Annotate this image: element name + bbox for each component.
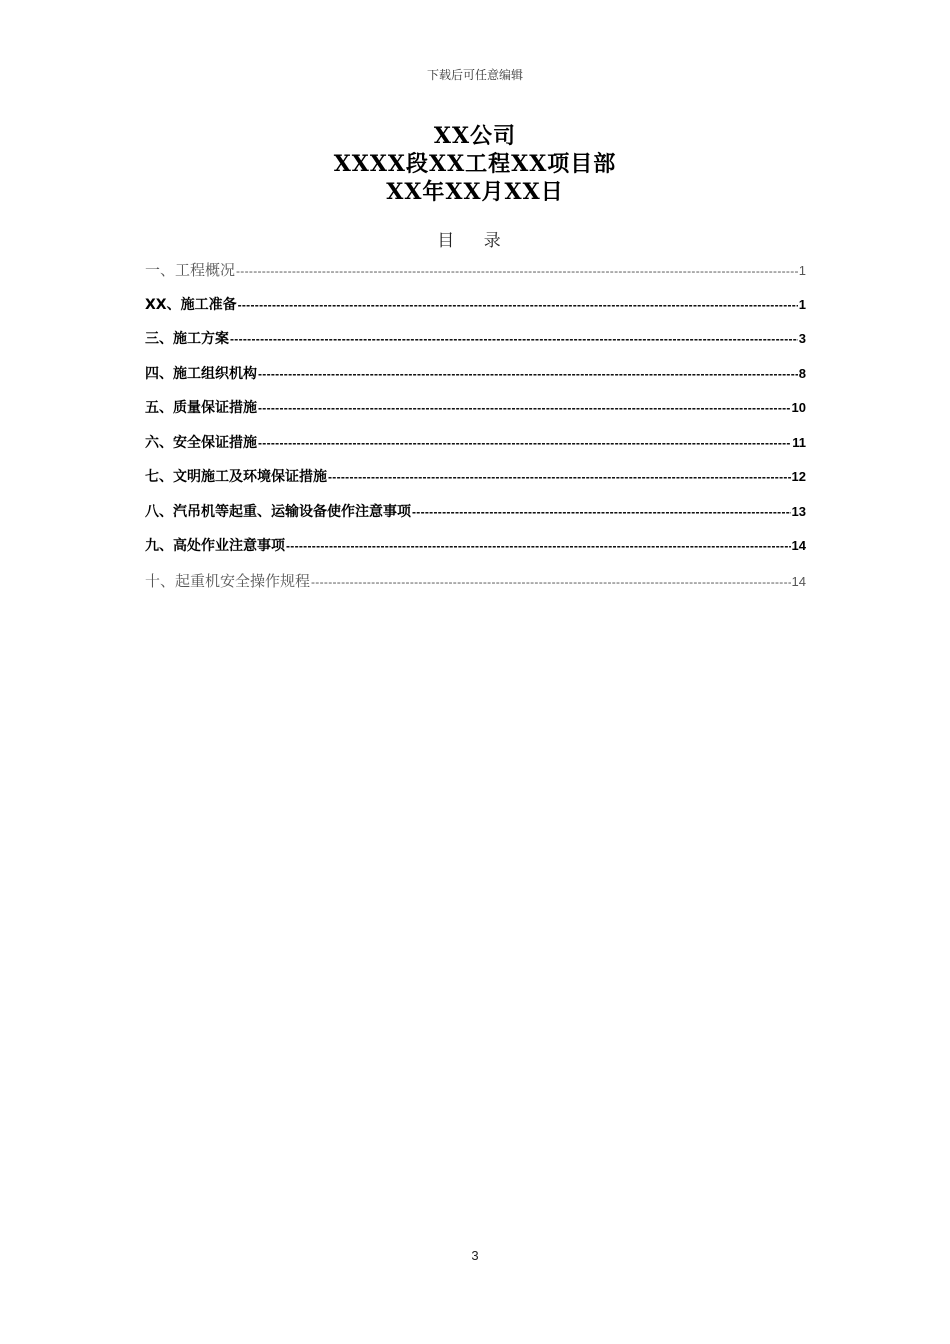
toc-dot-leader <box>258 432 791 454</box>
document-date: XX年XX月XX日 <box>386 179 564 205</box>
toc-entry[interactable] <box>145 432 806 467</box>
toc-entry-label: 九、高处作业注意事项 <box>145 538 285 554</box>
toc-entry-page: 14 <box>791 573 806 589</box>
toc-dot-leader <box>238 294 798 316</box>
toc-dot-leader <box>236 260 798 282</box>
toc-entry[interactable] <box>145 570 806 605</box>
toc-entry-page: 8 <box>798 365 806 381</box>
toc-heading: 目 录 <box>437 231 513 251</box>
toc-entry-page: 13 <box>791 503 806 519</box>
page-number: 3 <box>471 1248 479 1263</box>
table-of-contents <box>145 259 806 604</box>
toc-entry-label: 五、质量保证措施 <box>145 400 257 416</box>
toc-entry[interactable] <box>145 328 806 363</box>
toc-entry-label: 六、安全保证措施 <box>145 434 257 451</box>
toc-entry[interactable] <box>145 363 806 398</box>
toc-entry-page: 12 <box>791 469 806 484</box>
toc-entry-label: 十、起重机安全操作规程 <box>145 571 311 590</box>
toc-entry-page: 3 <box>798 331 806 346</box>
project-department: XXXX段XX工程XX项目部 <box>333 151 617 177</box>
toc-dot-leader <box>286 535 791 557</box>
toc-entry[interactable] <box>145 294 806 329</box>
toc-dot-leader <box>328 466 791 488</box>
toc-entry[interactable] <box>145 535 806 570</box>
toc-entry-label: 七、文明施工及环境保证措施 <box>145 469 327 485</box>
toc-dot-leader <box>311 571 791 593</box>
toc-entry-label: 八、汽吊机等起重、运输设备使作注意事项 <box>145 503 411 520</box>
toc-entry-page: 11 <box>792 434 806 450</box>
toc-entry-page: 14 <box>791 538 806 553</box>
toc-entry-label: 三、施工方案 <box>145 331 229 347</box>
document-title-block <box>0 122 950 206</box>
toc-entry-page: 1 <box>798 296 806 312</box>
toc-dot-leader <box>412 501 791 523</box>
toc-dot-leader <box>258 363 798 385</box>
toc-entry-label: 一、工程概况 <box>145 261 236 279</box>
toc-entry[interactable] <box>145 466 806 501</box>
toc-dot-leader <box>230 328 798 350</box>
toc-entry[interactable] <box>145 501 806 536</box>
toc-entry-page: 10 <box>791 400 806 415</box>
toc-entry-label: XX、施工准备 <box>145 296 237 313</box>
toc-entry-label: 四、施工组织机构 <box>145 365 257 382</box>
toc-dot-leader <box>258 397 791 419</box>
toc-entry-page: 1 <box>798 263 806 278</box>
page-header-note: 下载后可任意编辑 <box>426 68 523 82</box>
company-name: XX公司 <box>433 123 517 149</box>
toc-entry[interactable] <box>145 259 806 294</box>
toc-entry[interactable] <box>145 397 806 432</box>
